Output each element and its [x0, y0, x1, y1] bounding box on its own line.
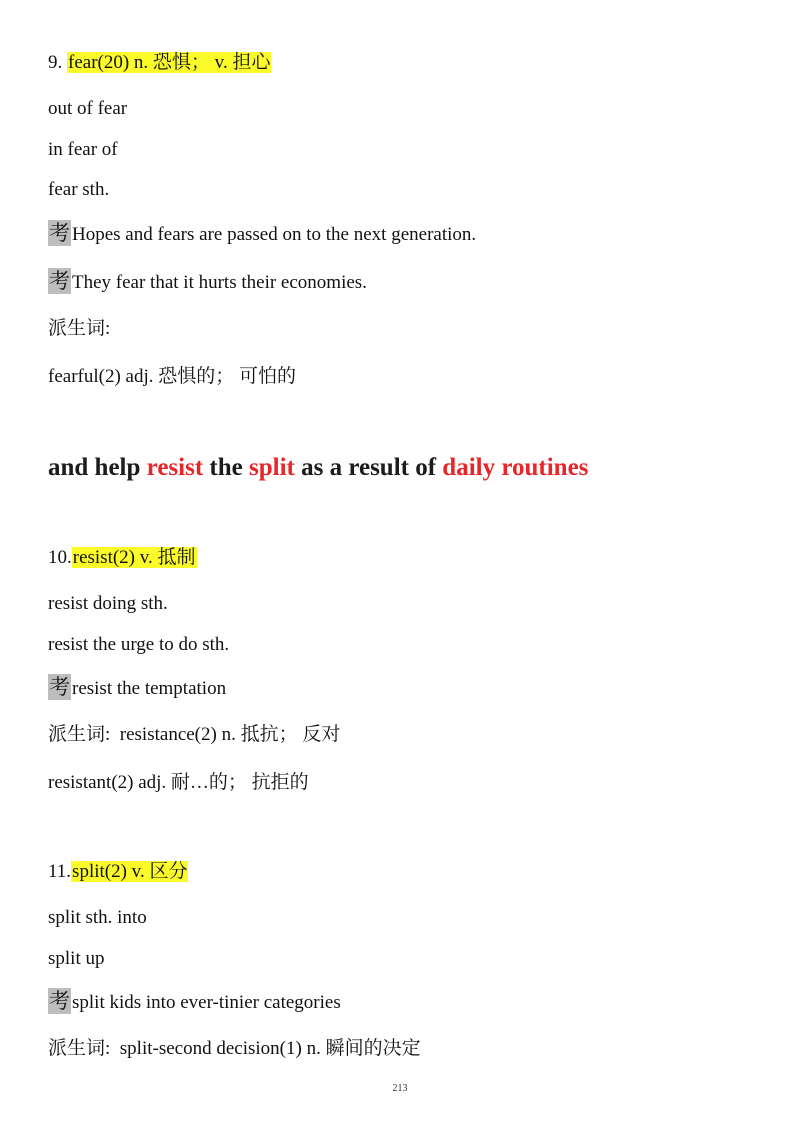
exam-example-text: resist the temptation	[72, 678, 227, 699]
exam-example-text: Hopes and fears are passed on to the next generation.	[72, 224, 477, 245]
derived-label: 派生词:	[48, 724, 111, 745]
sentence-part: as a result of	[294, 454, 443, 481]
sentence-part: and help	[48, 454, 147, 481]
entry-10-heading	[48, 545, 197, 571]
exam-marker: 考	[49, 989, 70, 1013]
exam-marker: 考	[49, 675, 70, 699]
sentence-keyword: split	[248, 454, 295, 481]
entry-9-heading	[48, 50, 271, 76]
phrase-line: resist doing sth.	[48, 593, 168, 614]
exam-example-text: They fear that it hurts their economies.	[72, 272, 367, 293]
phrase-line: split up	[48, 948, 105, 969]
entry-11-heading	[48, 859, 188, 885]
phrase-line: resist the urge to do sth.	[48, 634, 230, 655]
exam-example-line	[48, 988, 341, 1016]
sentence-keyword: resist	[146, 454, 204, 481]
phrase-line: split sth. into	[48, 907, 147, 928]
sentence-part: the	[203, 454, 249, 481]
page-number: 213	[392, 1083, 408, 1094]
exam-example-line	[48, 268, 367, 296]
entry-headword: resist(2) v. 抵制	[72, 547, 196, 568]
derived-line	[48, 1036, 421, 1062]
entry-number: 10.	[48, 547, 72, 568]
entry-number: 9.	[48, 52, 63, 73]
derived-word: split-second decision(1) n. 瞬间的决定	[119, 1038, 421, 1059]
exam-example-line	[48, 674, 226, 702]
derived-word: resistant(2) adj. 耐…的； 抗拒的	[48, 772, 309, 793]
exam-marker: 考	[49, 221, 70, 245]
phrase-line: in fear of	[48, 139, 118, 160]
entry-number: 11.	[48, 861, 72, 882]
derived-label: 派生词:	[48, 1038, 111, 1059]
sentence-keyword: daily routines	[442, 454, 589, 481]
derived-label: 派生词:	[48, 318, 111, 339]
entry-headword: fear(20) n. 恐惧； v. 担心	[68, 52, 271, 73]
exam-example-text: split kids into ever-tinier categories	[72, 992, 341, 1013]
key-sentence	[48, 452, 588, 484]
entry-headword: split(2) v. 区分	[72, 861, 188, 882]
derived-word: resistance(2) n. 抵抗； 反对	[119, 724, 341, 745]
phrase-line: out of fear	[48, 98, 128, 119]
exam-example-line	[48, 220, 476, 248]
phrase-line: fear sth.	[48, 179, 110, 200]
exam-marker: 考	[49, 269, 70, 293]
derived-line	[48, 722, 340, 748]
derived-word: fearful(2) adj. 恐惧的； 可怕的	[48, 366, 296, 387]
